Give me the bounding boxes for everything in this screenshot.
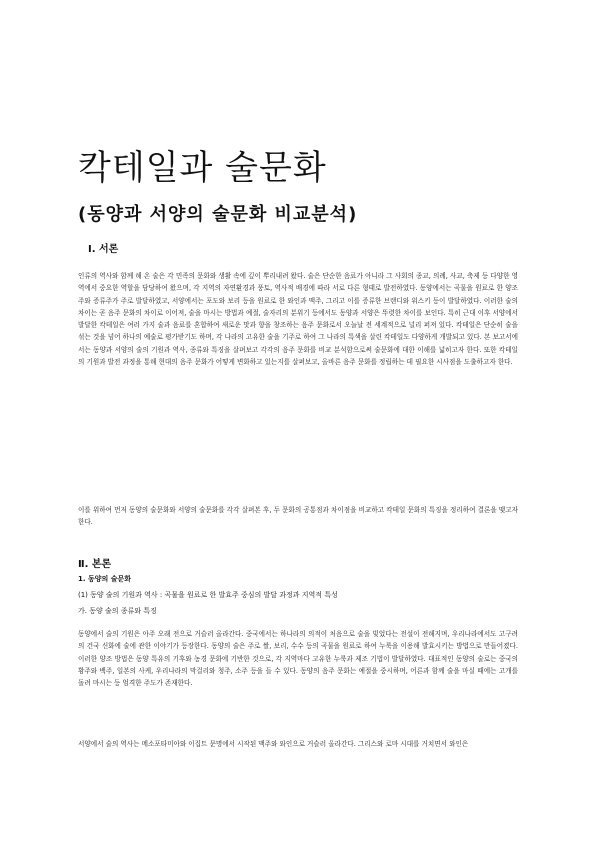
subsection-heading-1a: (1) 동양 술의 기원과 역사 : 곡물을 원료로 한 발효주 중심의 발달 과정과 지역적 특성: [78, 591, 338, 599]
intro-paragraph-1: 인류의 역사와 함께 해 온 술은 각 민족의 문화와 생활 속에 깊이 뿌리내려 왔다. 술은 단순한 음료가 아니라 그 사회의 종교, 의례, 사교, 축제 등 다양한 영역에서 중요한 역할을 담당하여 왔으며, 각 지역의 자연환경과 풍토, 역사적 배경에 따라 서로 다른 형태로 발전하였다. 동양에서는 곡물을 원료로 한 양조주와 증류주가 주로 발달하였고, 서양에서는 포도와 보리 등을 원료로 한 와인과 맥주, 그리고 이를 증류한 브랜디와 위스키 등이 발달하였다. 이러한 술의 차이는 곧 음주 문화의 차이로 이어져, 술을 마시는 방법과 예절, 술자리의 분위기 등에서도 동양과 서양은 뚜렷한 차이를 보인다. 특히 근대 이후 서양에서 발달한 칵테일은 여러 가지 술과 음료를 혼합하여 새로운 맛과 향을 창조하는 음주 문화로서 오늘날 전 세계적으로 널리 퍼져 있다. 칵테일은 단순히 술을 섞는 것을 넘어 하나의 예술로 평가받기도 하며, 각 나라의 고유한 술을 기주로 하여 그 나라의 특색을 살린 칵테일도 다양하게 개발되고 있다. 본 보고서에서는 동양과 서양의 술의 기원과 역사, 종류와 특징을 살펴보고 각각의 음주 문화를 비교 분석함으로써 술문화에 대한 이해를 넓히고자 한다. 또한 칵테일의 기원과 발전 과정을 통해 현대의 음주 문화가 어떻게 변화하고 있는지를 살펴보고, 올바른 음주 문화를 정립하는 데 필요한 시사점을 도출하고자 한다.: [78, 272, 518, 367]
subsection-heading-1: 1. 동양의 술문화: [78, 575, 131, 583]
body-paragraph-1: 동양에서 술의 기원은 아주 오래 전으로 거슬러 올라간다. 중국에서는 하나라의 의적이 처음으로 술을 빚었다는 전설이 전해지며, 우리나라에서도 고구려의 건국 신화에 술에 관한 이야기가 등장한다. 동양의 술은 주로 쌀, 보리, 수수 등의 곡물을 원료로 하여 누룩을 이용해 발효시키는 방법으로 만들어졌다. 이러한 양조 방법은 동양 특유의 기후와 농경 문화에 기반한 것으로, 각 지역마다 고유한 누룩과 제조 기법이 발달하였다. 대표적인 동양의 술로는 중국의 황주와 백주, 일본의 사케, 우리나라의 막걸리와 청주, 소주 등을 들 수 있다. 동양의 음주 문화는 예절을 중시하며, 어른과 함께 술을 마실 때에는 고개를 돌려 마시는 등 엄격한 주도가 존재한다.: [78, 630, 518, 688]
section-heading-body: Ⅱ. 본론: [78, 559, 112, 570]
section-heading-intro: Ⅰ. 서론: [88, 244, 119, 255]
intro-paragraph-2: 이를 위하여 먼저 동양의 술문화와 서양의 술문화를 각각 살펴본 후, 두 문화의 공통점과 차이점을 비교하고 칵테일 문화의 특징을 정리하여 결론을 맺고자 한다.: [78, 506, 518, 527]
body-paragraph-2: 서양에서 술의 역사는 메소포타미아와 이집트 문명에서 시작된 맥주와 와인으로 거슬러 올라간다. 그리스와 로마 시대를 거치면서 와인은: [78, 740, 469, 748]
document-title: 칵테일과 술문화: [78, 148, 327, 188]
subsection-heading-1b: 가. 동양 술의 종류와 특징: [78, 607, 157, 615]
document-subtitle: (동양과 서양의 술문화 비교분석): [78, 204, 358, 225]
